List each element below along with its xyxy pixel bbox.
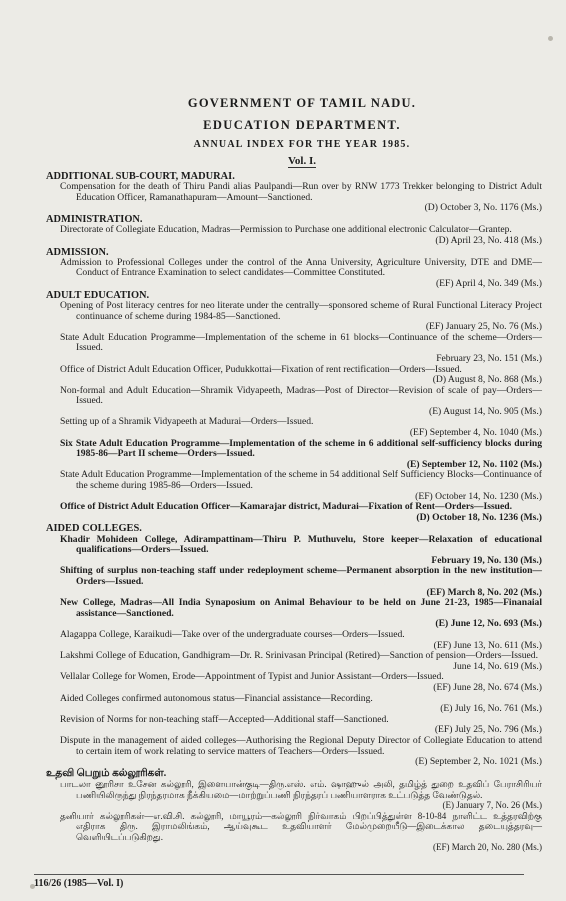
index-entry: Directorate of Collegiate Education, Madras—Permission to Purchase one additional electronic Calculator—Grantep. (D) April 23, No. 418 (Ms.) <box>60 224 542 246</box>
section-title: ADDITIONAL SUB-COURT, MADURAI. <box>46 171 235 182</box>
index-entry: Khadir Mohideen College, Adirampattinam—Thiru P. Muthuvelu, Store keeper—Relaxation of educational qualifications—Orders—Issued. February 19, No. 130 (Ms.) <box>60 533 542 566</box>
index-entry: New College, Madras—All India Synaposium on Animal Behaviour to be held on June 21-23, 1985—Finanaial assistance—Sanctioned. (E) June 12, No. 693 (Ms.) <box>60 597 542 630</box>
index-entry: Opening of Post literacy centres for neo literate under the centrally—sponsored scheme of Rural Functional Literacy Project continuance of scheme during 1984-85—Sanctioned. (EF) January 25, No. 76 (Ms.) <box>60 299 542 333</box>
index-entry: Setting up of a Shramik Vidyapeeth at Madurai—Orders—Issued. (EF) September 4, No. 1040 (Ms.) <box>60 416 542 439</box>
government-heading: GOVERNMENT OF TAMIL NADU. <box>187 96 417 110</box>
index-heading: ANNUAL INDEX FOR THE YEAR 1985. <box>193 139 411 150</box>
index-entry: State Adult Education Programme—Implementation of the scheme in 61 blocks—Continuance of the scheme—Orders—Issued. February 23, No. 151 (Ms.) <box>60 331 542 364</box>
section-title: ADULT EDUCATION. <box>46 289 150 301</box>
scan-spot <box>548 36 553 41</box>
volume-heading <box>62 155 542 167</box>
index-entry: Dispute in the management of aided colleges—Authorising the Regional Deputy Director of Collegiate Education to attend to certain item of work relating to service matters of Teachers—Orders—Issued. (E) September 2, No. 1021 (Ms.) <box>60 734 542 768</box>
page-footer: 116/26 (1985—Vol. I) <box>34 878 124 889</box>
index-entry: State Adult Education Programme—Implementation of the scheme in 54 additional Self Sufficiency Blocks—Continuance of the scheme during 1985-86—Orders—Issued. (EF) October 14, No. 1230 (Ms.) <box>60 469 542 502</box>
index-entry: Lakshmi College of Education, Gandhigram—Dr. R. Srinivasan Principal (Retired)—Sanction of pension—Orders—Issued. June 14, No. 619 (Ms.) <box>60 650 542 672</box>
section-title: ADMISSION. <box>46 246 109 258</box>
section-title: ADMINISTRATION. <box>46 214 143 226</box>
index-entry: Six State Adult Education Programme—Implementation of the scheme in 6 additional self-sufficiency blocks during 1985-86—Part II scheme—Orders—Issued. (E) September 12, No. 1102 (Ms.) <box>60 437 542 470</box>
section-title: AIDED COLLEGES. <box>46 523 142 535</box>
index-entry: Shifting of surplus non-teaching staff under redeployment scheme—Permanent absorption in the new institution—Orders—Issued. (EF) March 8, No. 202 (Ms.) <box>60 565 542 598</box>
index-entry: Admission to Professional Colleges under the control of the Anna University, Agriculture University, DTE and DME—Conduct of Entrance Examination to select candidates—Committee Constituted. (EF) April 4, No. 349 (Ms.) <box>60 256 542 290</box>
index-entry: Compensation for the death of Thiru Pandi alias Paulpandi—Run over by RNW 1773 Trekker belonging to District Adult Education Officer, Ramanathapuram—Amount—Sanctioned. (D) October 3, No. 1176 (Ms.) <box>60 181 542 214</box>
index-entry: Vellalar College for Women, Erode—Appointment of Typist and Junior Assistant—Orders—Issued. (EF) June 28, No. 674 (Ms.) <box>60 671 542 694</box>
index-entry: Alagappa College, Karaikudi—Take over of the undergraduate courses—Orders—Issued. (EF) June 13, No. 611 (Ms.) <box>60 629 542 651</box>
index-entry: Revision of Norms for non-teaching staff—Accepted—Additional staff—Sanctioned. (EF) July 25, No. 796 (Ms.) <box>60 713 542 736</box>
department-heading: EDUCATION DEPARTMENT. <box>203 118 401 132</box>
index-entry-tamil: பாடலா னூரிசா உசேன கல்லூரி, இளையான்குடி—திரு.எஸ். எம். ஷாஹுல் அலி, தமிழ்த் துறை உதவிப் பேராசிரியர் பணியிலிருந்து நிரந்தரமாக நீக்கியமை—மாற்றுப்பணி நிரந்தரப் பணியாளராக உட்படுத்த வேண்டுதல். (E) January 7, No. 26 (Ms.) <box>60 779 542 811</box>
section-title-tamil: உதவி பெறும் கல்லூரிகள். <box>46 767 167 779</box>
index-entry: Non-formal and Adult Education—Shramik Vidyapeeth, Madras—Post of Director—Revision of scale of pay—Orders—Issued. (E) August 14, No. 905 (Ms.) <box>60 384 542 417</box>
index-entry: Aided Colleges confirmed autonomous status—Financial assistance—Recording. (E) July 16, No. 761 (Ms.) <box>60 692 542 715</box>
footer-rule <box>34 874 524 875</box>
index-entry: Office of District Adult Education Officer—Kamarajar district, Madurai—Fixation of Rent—Orders—Issued. (D) October 18, No. 1236 (Ms.) <box>60 501 542 523</box>
index-entry-tamil: தனியார் கல்லூரிகள்—எ.வி.சி. கல்லூரி, மாயூரம்—கல்லூரி நிர்வாகம் பிறப்பித்துள்ள 8-10-84 நாளிட்ட உத்தரவிற்கு எதிராக திரு. இராமலிங்கம், ஆய்வுகூட உதவியாளர் மேல்முறையீடு—இடைக்கால தடையுத்தரவு—வெளியிடப்படுகிறது. (EF) March 20, No. 280 (Ms.) <box>60 810 542 853</box>
volume-label: Vol. I. <box>287 155 317 167</box>
index-entry: Office of District Adult Education Officer, Pudukkottai—Fixation of rent rectification—Orders—Issued. (D) August 8, No. 868 (Ms.) <box>60 363 542 386</box>
